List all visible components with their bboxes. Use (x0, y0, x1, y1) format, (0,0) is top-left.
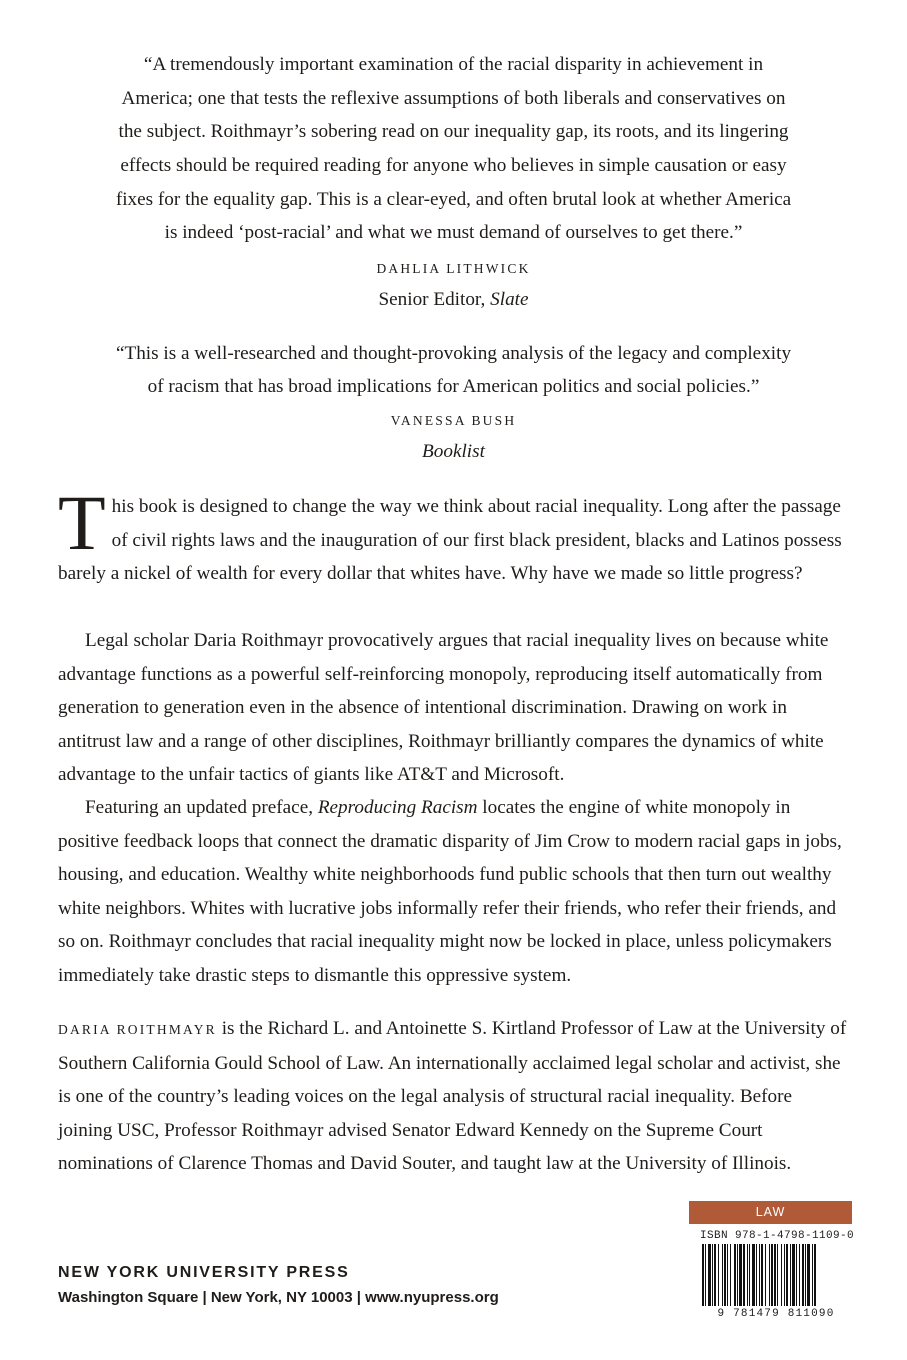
barcode-bar (784, 1244, 785, 1306)
author-bio (58, 1012, 850, 1181)
barcode-bar (761, 1244, 763, 1306)
quote-1-line-1: “A tremendously important examination of the racial disparity in achievement in (143, 54, 764, 75)
author-bio-text: is the Richard L. and Antoinette S. Kirtland Professor of Law at the University of Southern California Gould School of Law. An internationally acclaimed legal scholar and activist, she is one of the country’s leading voices on the legal analysis of structural racial inequality. Before joining USC, Professor Roithmayr advised Senator Edward Kennedy on the Supreme Court nominations of Clarence Thomas and David Souter, and taught law at the University of Illinois. (58, 1018, 847, 1175)
author-name: DARIA ROITHMAYR (58, 1022, 217, 1037)
barcode-graphic (700, 1244, 852, 1306)
publisher-name: NEW YORK UNIVERSITY PRESS (58, 1264, 350, 1281)
barcode-bar (714, 1244, 716, 1306)
barcode-bar (802, 1244, 804, 1306)
quote-1-attribution-role (60, 289, 847, 311)
barcode-bar (777, 1244, 778, 1306)
barcode-bar (749, 1244, 750, 1306)
barcode-bar (752, 1244, 755, 1306)
barcode-bar (727, 1244, 728, 1306)
quote-1-line-3: the subject. Roithmayr’s sobering read on our inequality gap, its roots, and its lingering (118, 121, 789, 142)
description-paragraph-1 (58, 479, 850, 591)
quote-1-line-5: fixes for the equality gap. This is a clear-eyed, and often brutal look at whether America (115, 189, 792, 210)
description-paragraph-3 (58, 791, 850, 993)
barcode-bar (739, 1244, 742, 1306)
barcode-bar (756, 1244, 757, 1306)
barcode-bar (708, 1244, 711, 1306)
quote-2-line-1: “This is a well-researched and thought-provoking analysis of the legacy and complexity (115, 343, 792, 364)
barcode-bar (774, 1244, 776, 1306)
barcode-bar (759, 1244, 760, 1306)
barcode (700, 1244, 852, 1306)
quote-2-role-publication: Booklist (422, 441, 485, 462)
barcode-bar (743, 1244, 745, 1306)
isbn-label: ISBN 978-1-4798-1109-0 (700, 1230, 855, 1242)
drop-cap: T (58, 479, 106, 566)
quote-1-role-prefix: Senior Editor, (378, 289, 491, 310)
barcode-bar (814, 1244, 816, 1306)
barcode-bar (724, 1244, 726, 1306)
description-paragraph-3-lead: Featuring an updated preface, (85, 797, 318, 818)
category-badge: LAW (689, 1201, 852, 1224)
barcode-digits: 9 781479 811090 (717, 1308, 835, 1320)
description-paragraph-2: Legal scholar Daria Roithmayr provocatively argues that racial inequality lives on because white advantage functions as a powerful self-reinforcing monopoly, reproducing itself automatically from generation to generation even in the absence of intentional discrimination. Drawing on work in antitrust law and a range of other disciplines, Roithmayr brilliantly compares the dynamics of white advantage to the unfair tactics of giants like AT&T and Microsoft. (58, 630, 829, 786)
barcode-bar (712, 1244, 713, 1306)
barcode-bar (747, 1244, 748, 1306)
barcode-bar (790, 1244, 791, 1306)
barcode-bar (807, 1244, 810, 1306)
quote-2-attribution-role (60, 441, 847, 463)
barcode-bar (765, 1244, 766, 1306)
quote-1-attribution-name: DAHLIA LITHWICK (376, 261, 531, 276)
barcode-bar (722, 1244, 723, 1306)
quote-1-role-publication: Slate (490, 289, 529, 310)
barcode-bar (812, 1244, 813, 1306)
quote-1-line-6: is indeed ‘post-racial’ and what we must demand of ourselves to get there.” (164, 222, 743, 243)
barcode-bar (796, 1244, 797, 1306)
barcode-bar (730, 1244, 731, 1306)
barcode-bar (702, 1244, 704, 1306)
description-paragraph-1-text: his book is designed to change the way we think about racial inequality. Long after the passage of civil rights laws and the inauguration of our first black president, blacks and Latinos possess barely a nickel of wealth for every dollar that whites have. Why have we made so little progress? (58, 496, 842, 585)
publisher-address: Washington Square | New York, NY 10003 | www.nyupress.org (58, 1289, 499, 1306)
quote-2-line-2: of racism that has broad implications for American politics and social policies.” (147, 376, 760, 397)
barcode-bar (718, 1244, 719, 1306)
barcode-bar (737, 1244, 738, 1306)
barcode-bar (786, 1244, 788, 1306)
barcode-bar (781, 1244, 782, 1306)
description-paragraph-3-body: locates the engine of white monopoly in positive feedback loops that connect the dramatic disparity of Jim Crow to modern racial gaps in jobs, housing, and education. Wealthy white neighborhoods fund public schools that then turn out wealthy white neighbors. Whites with lucrative jobs informally refer their friends, who refer their friends, and so on. Roithmayr concludes that racial inequality might now be locked in place, unless policymakers immediately take drastic steps to dismantle this oppressive system. (58, 797, 842, 986)
quote-1-line-4: effects should be required reading for anyone who believes in simple causation or easy (120, 155, 787, 176)
barcode-bar (805, 1244, 806, 1306)
book-title: Reproducing Racism (317, 797, 478, 818)
barcode-bar (734, 1244, 736, 1306)
quote-2-attribution-name: VANESSA BUSH (390, 413, 517, 428)
barcode-bar (769, 1244, 770, 1306)
barcode-bar (771, 1244, 773, 1306)
barcode-bar (792, 1244, 795, 1306)
barcode-bar (705, 1244, 706, 1306)
barcode-bar (799, 1244, 800, 1306)
quote-1-line-2: America; one that tests the reflexive assumptions of both liberals and conservatives on (121, 88, 786, 109)
